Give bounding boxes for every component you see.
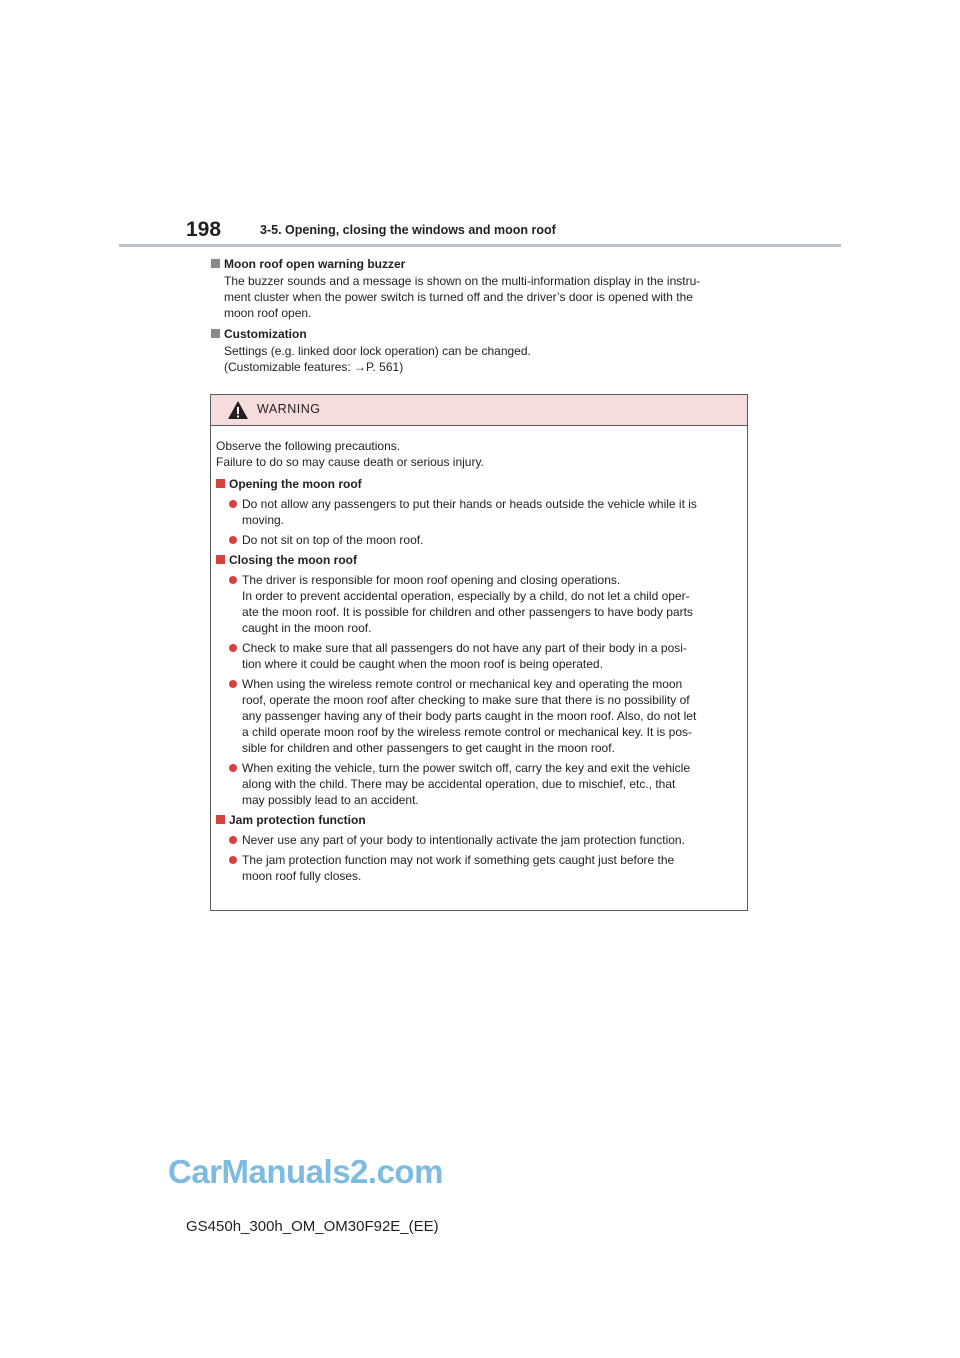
square-bullet-icon — [211, 329, 220, 338]
note-buzzer — [211, 256, 747, 321]
list-item: Do not allow any passengers to put their hands or heads outside the vehicle while it is moving. — [216, 496, 742, 528]
bullet-dot-icon — [229, 680, 237, 688]
warning-intro: Observe the following precautions. Failure to do so may cause death or serious injury. — [216, 439, 484, 469]
warning-body — [211, 426, 747, 884]
warning-title: WARNING — [257, 402, 321, 416]
note-heading: Customization — [211, 326, 747, 342]
watermark-logo[interactable]: CarManuals2.com — [168, 1153, 443, 1190]
list-item: When using the wireless remote control or mechanical key and operating the moon roof, operate the moon roof after checking to make sure that there is no possibility of any passenger having any of their body parts caught in the moon roof. Also, do not let a child operate moon roof by the wireless remote control or mechanical key. It is pos- sible for children and other passengers to get caught in the moon roof. — [216, 676, 742, 756]
list-item: The jam protection function may not work if something gets caught just before the moon roof fully closes. — [216, 852, 742, 884]
list-item: When exiting the vehicle, turn the power switch off, carry the key and exit the vehicle along with the child. There may be accidental operation, due to mischief, etc., that may possibly lead to an accident. — [216, 760, 742, 808]
list-item: Never use any part of your body to intentionally activate the jam protection function. — [216, 832, 742, 848]
bullet-dot-icon — [229, 764, 237, 772]
warning-header — [211, 395, 747, 426]
bullet-dot-icon — [229, 576, 237, 584]
bullet-dot-icon — [229, 836, 237, 844]
warning-triangle-icon — [227, 400, 249, 420]
list-item: The driver is responsible for moon roof opening and closing operations. In order to prevent accidental operation, especially by a child, do not let a child oper- ate the moon roof. It is possible for children and other passengers to have body parts caught in the moon roof. — [216, 572, 742, 636]
bullet-dot-icon — [229, 644, 237, 652]
list-item: Do not sit on top of the moon roof. — [216, 532, 742, 548]
document-code: GS450h_300h_OM_OM30F92E_(EE) — [186, 1218, 439, 1235]
square-bullet-icon — [216, 479, 225, 488]
warning-section-heading: Closing the moon roof — [216, 552, 742, 568]
warning-section-heading: Opening the moon roof — [216, 476, 742, 492]
notes-section — [211, 256, 747, 380]
page-reference-link[interactable]: (Customizable features: →P. 561) — [224, 360, 404, 374]
note-heading: Moon roof open warning buzzer — [211, 256, 747, 272]
page-number: 198 — [186, 218, 222, 241]
note-body: Settings (e.g. linked door lock operation) can be changed. (Customizable features: →P. 561) — [211, 343, 747, 375]
list-item: Check to make sure that all passengers do not have any part of their body in a posi- tion where it could be caught when the moon roof is being operated. — [216, 640, 742, 672]
bullet-dot-icon — [229, 500, 237, 508]
square-bullet-icon — [216, 815, 225, 824]
section-title: 3-5. Opening, closing the windows and moon roof — [260, 223, 556, 237]
square-bullet-icon — [211, 259, 220, 268]
bullet-dot-icon — [229, 856, 237, 864]
warning-box — [210, 394, 748, 911]
header-divider — [119, 244, 841, 247]
warning-section-heading: Jam protection function — [216, 812, 742, 828]
note-body: The buzzer sounds and a message is shown on the multi-information display in the instru- ment cluster when the power switch is turned off and the driver’s door is opened with the moon roof open. — [224, 274, 701, 320]
bullet-dot-icon — [229, 536, 237, 544]
note-customization — [211, 326, 747, 375]
square-bullet-icon — [216, 555, 225, 564]
